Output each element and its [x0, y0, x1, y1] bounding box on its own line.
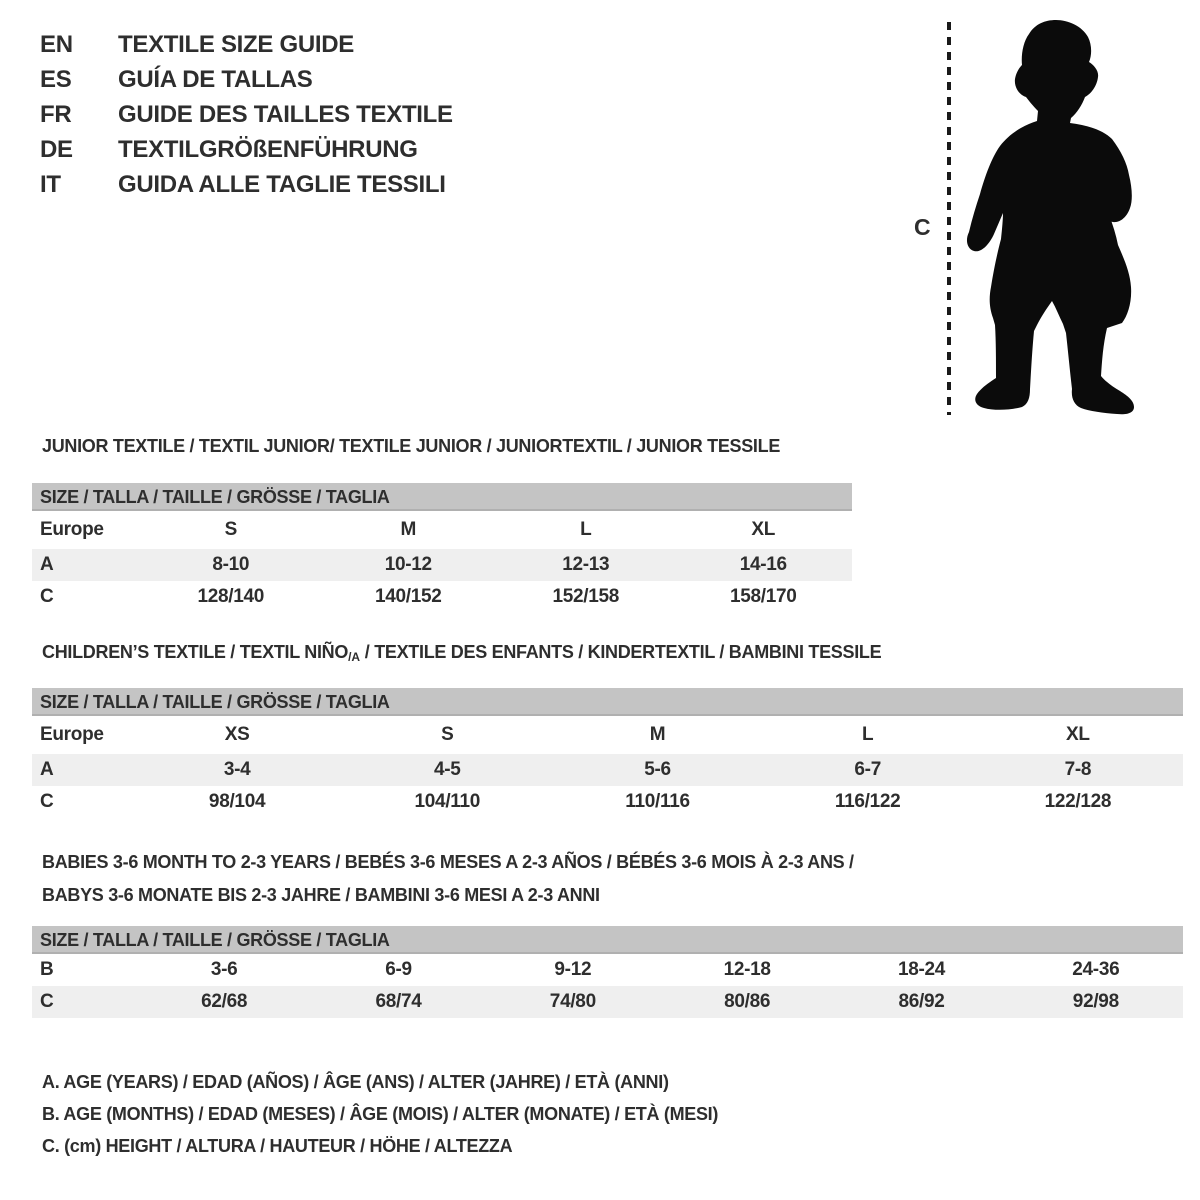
size-cell: 9-12	[554, 959, 592, 980]
language-list	[40, 27, 453, 202]
children-title-part1: CHILDREN’S TEXTILE / TEXTIL NIÑO	[42, 642, 349, 662]
language-row-en	[40, 27, 453, 62]
language-label: GUIDA ALLE TAGLIE TESSILI	[118, 171, 446, 198]
column-header: L	[862, 724, 874, 745]
language-label: GUÍA DE TALLAS	[118, 66, 313, 93]
row-label: C	[40, 791, 54, 812]
size-cell: 92/98	[1072, 991, 1119, 1012]
size-cell: 5-6	[644, 759, 671, 780]
table-row-height	[32, 986, 1183, 1018]
language-row-es	[40, 62, 453, 97]
size-cell: 6-9	[385, 959, 412, 980]
table-row-height	[32, 786, 1183, 818]
column-header: XL	[1066, 724, 1090, 745]
size-cell: 3-4	[223, 759, 251, 780]
row-label: A	[40, 759, 54, 780]
column-header: L	[580, 519, 592, 540]
table-row-months	[32, 954, 1183, 986]
table-row-height	[32, 581, 852, 613]
language-row-it	[40, 167, 453, 202]
size-cell: 98/104	[208, 791, 266, 812]
size-cell: 158/170	[729, 586, 797, 607]
region-label: Europe	[40, 724, 104, 745]
size-cell: 18-24	[897, 959, 946, 980]
column-header: M	[649, 724, 666, 745]
size-header-band: SIZE / TALLA / TAILLE / GRÖSSE / TAGLIA	[32, 483, 852, 511]
size-header-band: SIZE / TALLA / TAILLE / GRÖSSE / TAGLIA	[32, 688, 1183, 716]
size-cell: 110/116	[625, 791, 690, 812]
babies-section-title-line1: BABIES 3-6 MONTH TO 2-3 YEARS / BEBÉS 3-6 MESES A 2-3 AÑOS / BÉBÉS 3-6 MOIS À 2-3 ANS /	[42, 852, 854, 872]
size-cell: 116/122	[834, 791, 901, 812]
size-cell: 86/92	[898, 991, 945, 1012]
toddler-silhouette-icon	[950, 10, 1145, 422]
language-code: EN	[40, 31, 73, 58]
size-cell: 68/74	[375, 991, 422, 1012]
babies-size-table	[32, 926, 1183, 1018]
column-header: M	[400, 519, 417, 540]
column-header: XS	[224, 724, 250, 745]
size-cell: 24-36	[1072, 959, 1120, 980]
table-row-age	[32, 549, 852, 581]
language-code: IT	[40, 171, 61, 198]
row-label: C	[40, 991, 54, 1012]
junior-size-table	[32, 483, 852, 613]
legend-line-c: C. (cm) HEIGHT / ALTURA / HAUTEUR / HÖHE / ALTEZZA	[42, 1136, 513, 1156]
size-cell: 8-10	[212, 554, 250, 575]
size-header-band: SIZE / TALLA / TAILLE / GRÖSSE / TAGLIA	[32, 926, 1183, 954]
language-label: GUIDE DES TAILLES TEXTILE	[118, 101, 453, 128]
children-title-part2: / TEXTILE DES ENFANTS / KINDERTEXTIL / BAMBINI TESSILE	[360, 642, 882, 662]
column-header: XL	[751, 519, 776, 540]
size-cell: 14-16	[739, 554, 787, 575]
language-row-de	[40, 132, 453, 167]
babies-section-title-line2: BABYS 3-6 MONATE BIS 2-3 JAHRE / BAMBINI 3-6 MESI A 2-3 ANNI	[42, 885, 600, 905]
language-code: ES	[40, 66, 72, 93]
size-cell: 104/110	[414, 791, 481, 812]
column-header: S	[224, 519, 237, 540]
measure-legend	[42, 1066, 718, 1162]
height-measure-label: C	[914, 214, 931, 240]
legend-line-a: A. AGE (YEARS) / EDAD (AÑOS) / ÂGE (ANS) / ALTER (JAHRE) / ETÀ (ANNI)	[42, 1072, 669, 1092]
language-row-fr	[40, 97, 453, 132]
children-size-table	[32, 688, 1183, 818]
size-cell: 140/152	[374, 586, 442, 607]
size-cell: 80/86	[724, 991, 771, 1012]
size-cell: 4-5	[434, 759, 461, 780]
row-label: B	[40, 959, 54, 980]
children-title-sub: /A	[348, 650, 361, 664]
size-cell: 12-18	[723, 959, 771, 980]
size-cell: 6-7	[854, 759, 881, 780]
table-row-age	[32, 754, 1183, 786]
size-cell: 74/80	[549, 991, 596, 1012]
size-cell: 122/128	[1044, 791, 1112, 812]
language-code: DE	[40, 136, 73, 163]
language-label: TEXTILE SIZE GUIDE	[118, 31, 354, 58]
size-cell: 7-8	[1064, 759, 1092, 780]
region-label: Europe	[40, 519, 104, 540]
column-header-row	[32, 716, 1183, 754]
row-label: A	[40, 554, 54, 575]
size-cell: 152/158	[552, 586, 620, 607]
size-cell: 128/140	[197, 586, 265, 607]
language-label: TEXTILGRÖßENFÜHRUNG	[118, 136, 418, 163]
size-cell: 3-6	[210, 959, 238, 980]
junior-section-title: JUNIOR TEXTILE / TEXTIL JUNIOR/ TEXTILE JUNIOR / JUNIORTEXTIL / JUNIOR TESSILE	[42, 436, 781, 456]
column-header-row	[32, 511, 852, 549]
legend-line-b: B. AGE (MONTHS) / EDAD (MESES) / ÂGE (MOIS) / ALTER (MONATE) / ETÀ (MESI)	[42, 1104, 719, 1124]
children-section-title	[42, 640, 881, 666]
size-cell: 10-12	[384, 554, 432, 575]
column-header: S	[441, 724, 454, 745]
size-cell: 12-13	[562, 554, 610, 575]
toddler-body	[967, 20, 1134, 414]
row-label: C	[40, 586, 54, 607]
language-code: FR	[40, 101, 72, 128]
size-cell: 62/68	[201, 991, 248, 1012]
